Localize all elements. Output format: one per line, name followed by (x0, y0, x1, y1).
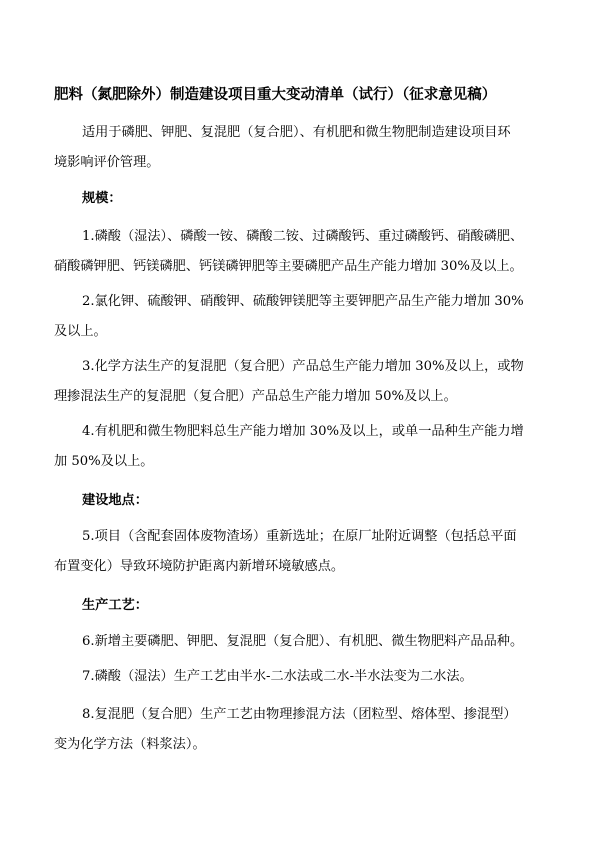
process-item-8-line-1: 8.复混肥（复合肥）生产工艺由物理掺混方法（团粒型、熔体型、掺混型） (82, 707, 517, 722)
location-item-5-line-2: 布置变化）导致环境防护距离内新增环境敏感点。 (54, 559, 345, 574)
scale-item-1-line-1: 1.磷酸（湿法）、磷酸一铵、磷酸二铵、过磷酸钙、重过磷酸钙、硝酸磷肥、 (82, 229, 524, 244)
intro-line-1: 适用于磷肥、钾肥、复混肥（复合肥）、有机肥和微生物肥制造建设项目环 (82, 125, 511, 140)
scale-item-3 (54, 352, 552, 412)
scale-item-4-line-1: 4.有机肥和微生物肥料总生产能力增加 30%及以上，或单一品种生产能力增 (82, 424, 524, 439)
process-item-8 (54, 700, 552, 760)
scale-item-3-line-1: 3.化学方法生产的复混肥（复合肥）产品总生产能力增加 30%及以上，或物 (82, 359, 524, 374)
scale-heading: 规模： (82, 191, 122, 206)
scale-item-1-line-2: 硝酸磷钾肥、钙镁磷肥、钙镁磷钾肥等主要磷肥产品生产能力增加 30%及以上。 (54, 259, 523, 274)
scale-item-2 (54, 287, 552, 347)
process-item-6-line-1: 6.新增主要磷肥、钾肥、复混肥（复合肥）、有机肥、微生物肥料产品品种。 (82, 634, 524, 649)
scale-item-3-line-2: 理掺混法生产的复混肥（复合肥）产品总生产能力增加 50%及以上。 (54, 389, 457, 404)
process-item-6 (82, 627, 552, 657)
scale-item-1 (54, 222, 552, 282)
scale-item-2-line-1: 2.氯化钾、硫酸钾、硝酸钾、硫酸钾镁肥等主要钾肥产品生产能力增加 30% (82, 294, 524, 309)
scale-item-4 (54, 417, 552, 477)
location-item-5 (54, 522, 552, 582)
process-item-7-line-1: 7.磷酸（湿法）生产工艺由半水-二水法或二水-半水法变为二水法。 (82, 669, 473, 684)
intro-paragraph (54, 118, 552, 178)
scale-item-2-line-2: 及以上。 (54, 324, 107, 339)
process-item-8-line-2: 变为化学方法（料浆法）。 (54, 737, 206, 752)
intro-line-2: 境影响评价管理。 (54, 155, 160, 170)
document-title: 肥料（氮肥除外）制造建设项目重大变动清单（试行）（征求意见稿） (54, 87, 497, 103)
process-item-7 (82, 662, 552, 692)
location-item-5-line-1: 5.项目（含配套固体废物渣场）重新选址；在原厂址附近调整（包括总平面 (82, 529, 517, 544)
scale-item-4-line-2: 加 50%及以上。 (54, 454, 154, 469)
process-heading: 生产工艺： (82, 598, 148, 613)
location-heading: 建设地点： (82, 493, 148, 508)
